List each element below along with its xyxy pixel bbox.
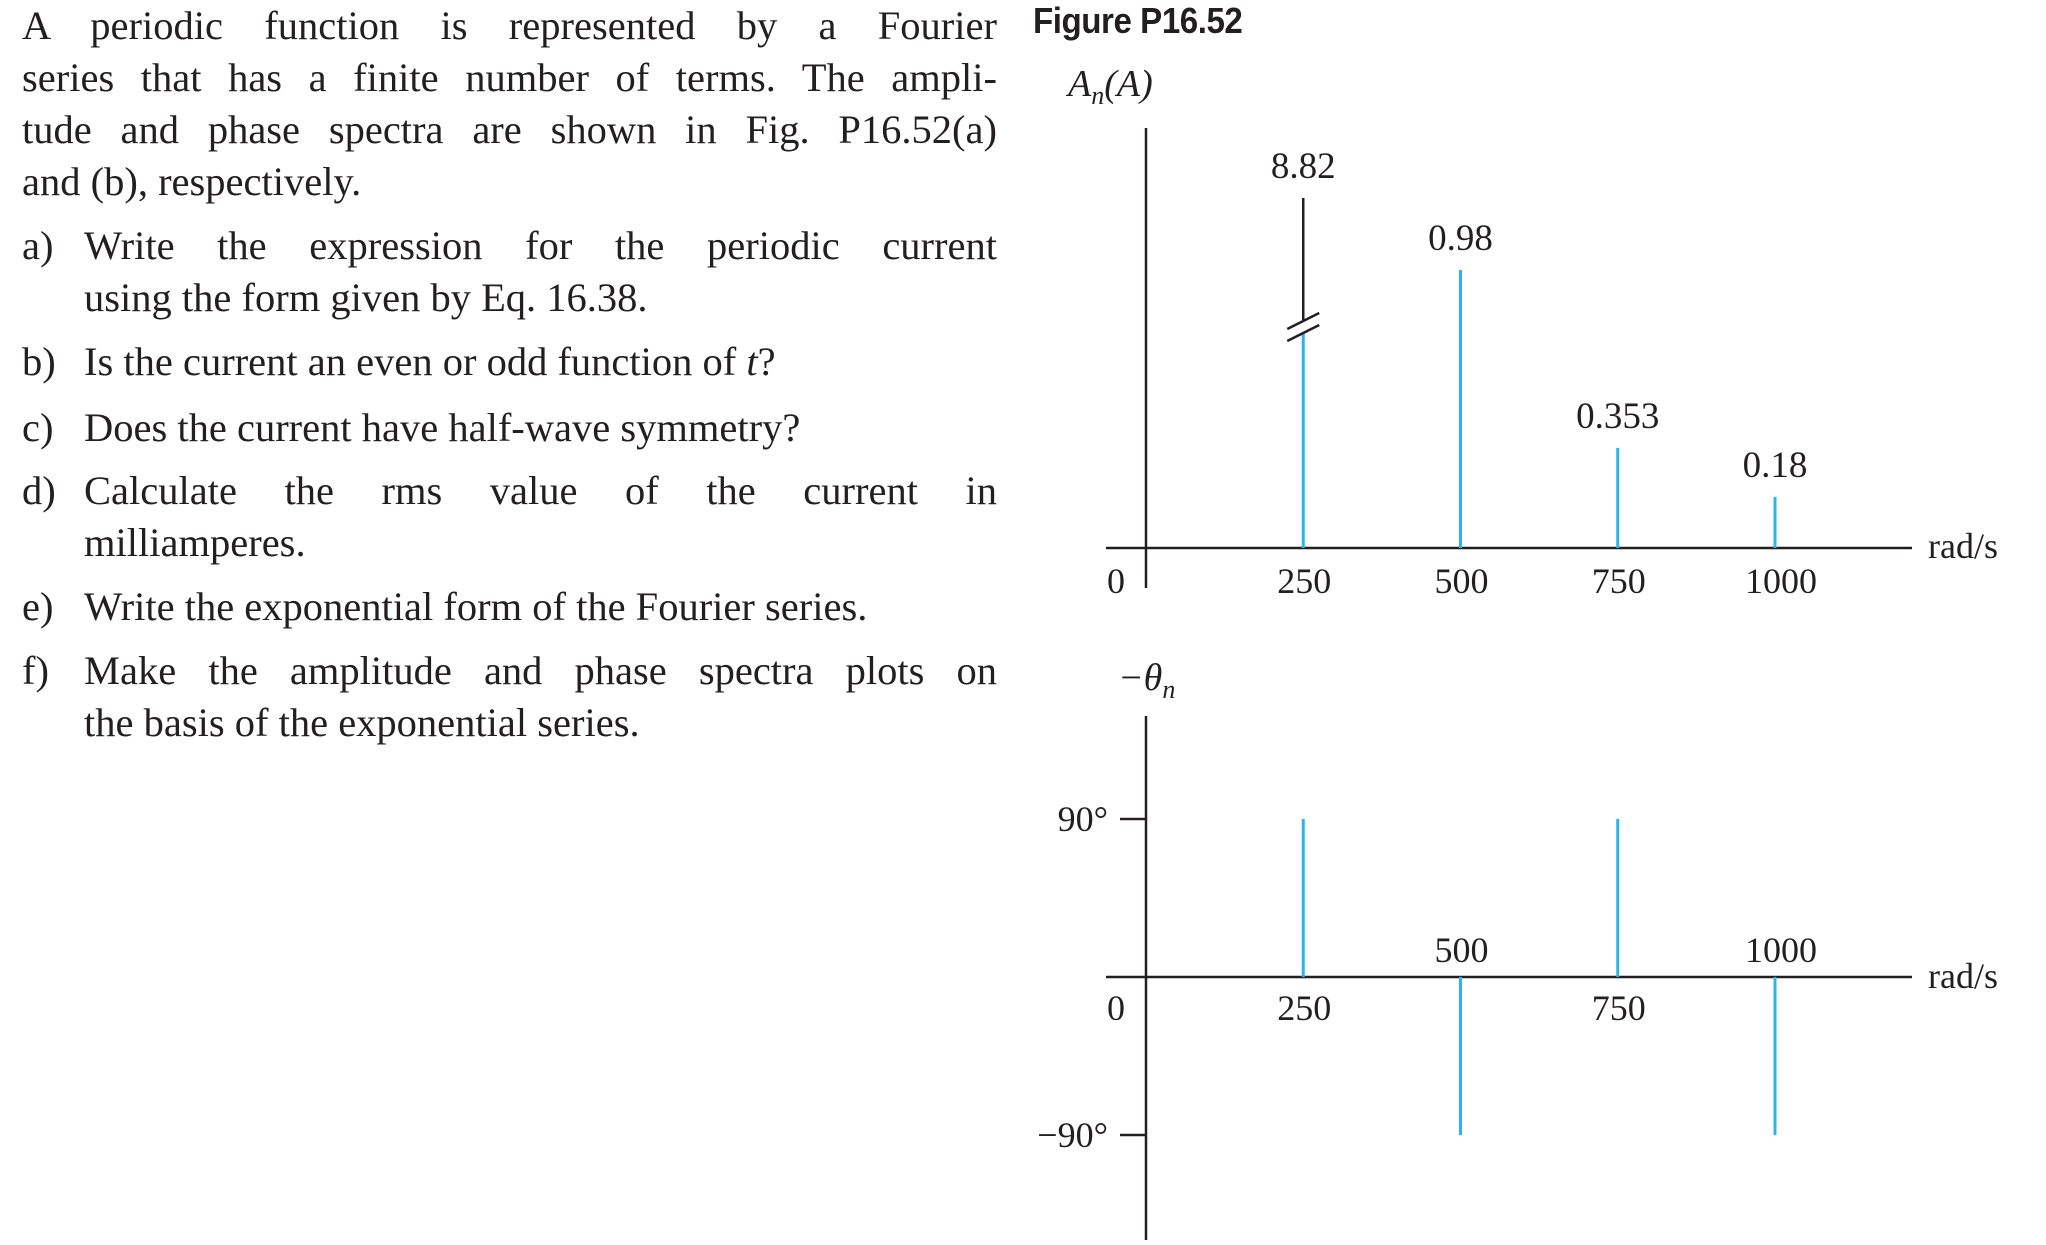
question-letter: b) [22,339,56,384]
phase-x-tick-label: 250 [1277,988,1332,1028]
intro-line: and (b), respectively. [22,159,362,204]
amplitude-origin-label: 0 [1107,561,1125,601]
amplitude-axis-symbol: A [1068,63,1092,105]
question-text: using the form given by Eq. 16.38. [84,275,648,320]
amplitude-x-tick-label: 750 [1591,561,1646,601]
intro-line: series that has a finite number of terms. The ampli- [22,55,997,100]
question-letter: e) [22,584,54,629]
phase-axis-subscript: n [1162,675,1176,704]
amplitude-axis-label [1065,63,1153,110]
question-text: Write the expression for the periodic current [84,223,997,268]
amplitude-spectrum-chart [1106,128,1998,601]
question-letter: c) [22,405,54,450]
phase-x-unit: rad/s [1928,956,1998,996]
phase-axis-label [1118,657,1175,704]
phase-y-tick-label: −90° [1037,1115,1108,1155]
intro-line: tude and phase spectra are shown in Fig. P16.52(a) [22,107,997,152]
amplitude-x-tick-label: 1000 [1745,561,1817,601]
phase-spectrum-chart [1037,716,1998,1240]
amplitude-value-label: 0.18 [1742,444,1808,486]
amplitude-x-tick-label: 500 [1434,561,1489,601]
phase-axis-symbol: −θ [1118,657,1163,699]
question-text: Write the exponential form of the Fourier series. [84,584,868,629]
figure-title: Figure P16.52 [1033,0,1243,41]
question-text-part: ? [757,339,776,384]
amplitude-x-unit: rad/s [1928,526,1998,566]
intro-line: A periodic function is represented by a Fourier [22,3,997,48]
amplitude-value-label: 8.82 [1270,146,1336,187]
variable-t: t [746,339,758,384]
phase-origin-label: 0 [1107,988,1125,1028]
question-text: Calculate the rms value of the current in [84,468,997,513]
question-letter: d) [22,468,56,513]
amplitude-value-label: 0.98 [1428,218,1493,259]
amplitude-axis-unit: (A) [1104,63,1153,105]
phase-x-tick-label: 1000 [1745,930,1817,970]
phase-x-tick-label: 500 [1434,930,1489,970]
question-text-part: Is the current an even or odd function of [84,339,747,384]
question-text: milliamperes. [84,520,306,565]
phase-y-tick-label: 90° [1057,799,1108,839]
question-text: the basis of the exponential series. [84,700,640,745]
amplitude-axis-subscript: n [1091,81,1105,110]
question-letter: f) [22,648,49,693]
question-letter: a) [22,223,54,268]
amplitude-value-label: 0.353 [1576,395,1660,437]
question-text: Make the amplitude and phase spectra plots on [84,648,997,693]
phase-x-tick-label: 750 [1591,988,1646,1028]
amplitude-x-tick-label: 250 [1277,561,1332,601]
question-text: Does the current have half-wave symmetry? [84,405,801,450]
